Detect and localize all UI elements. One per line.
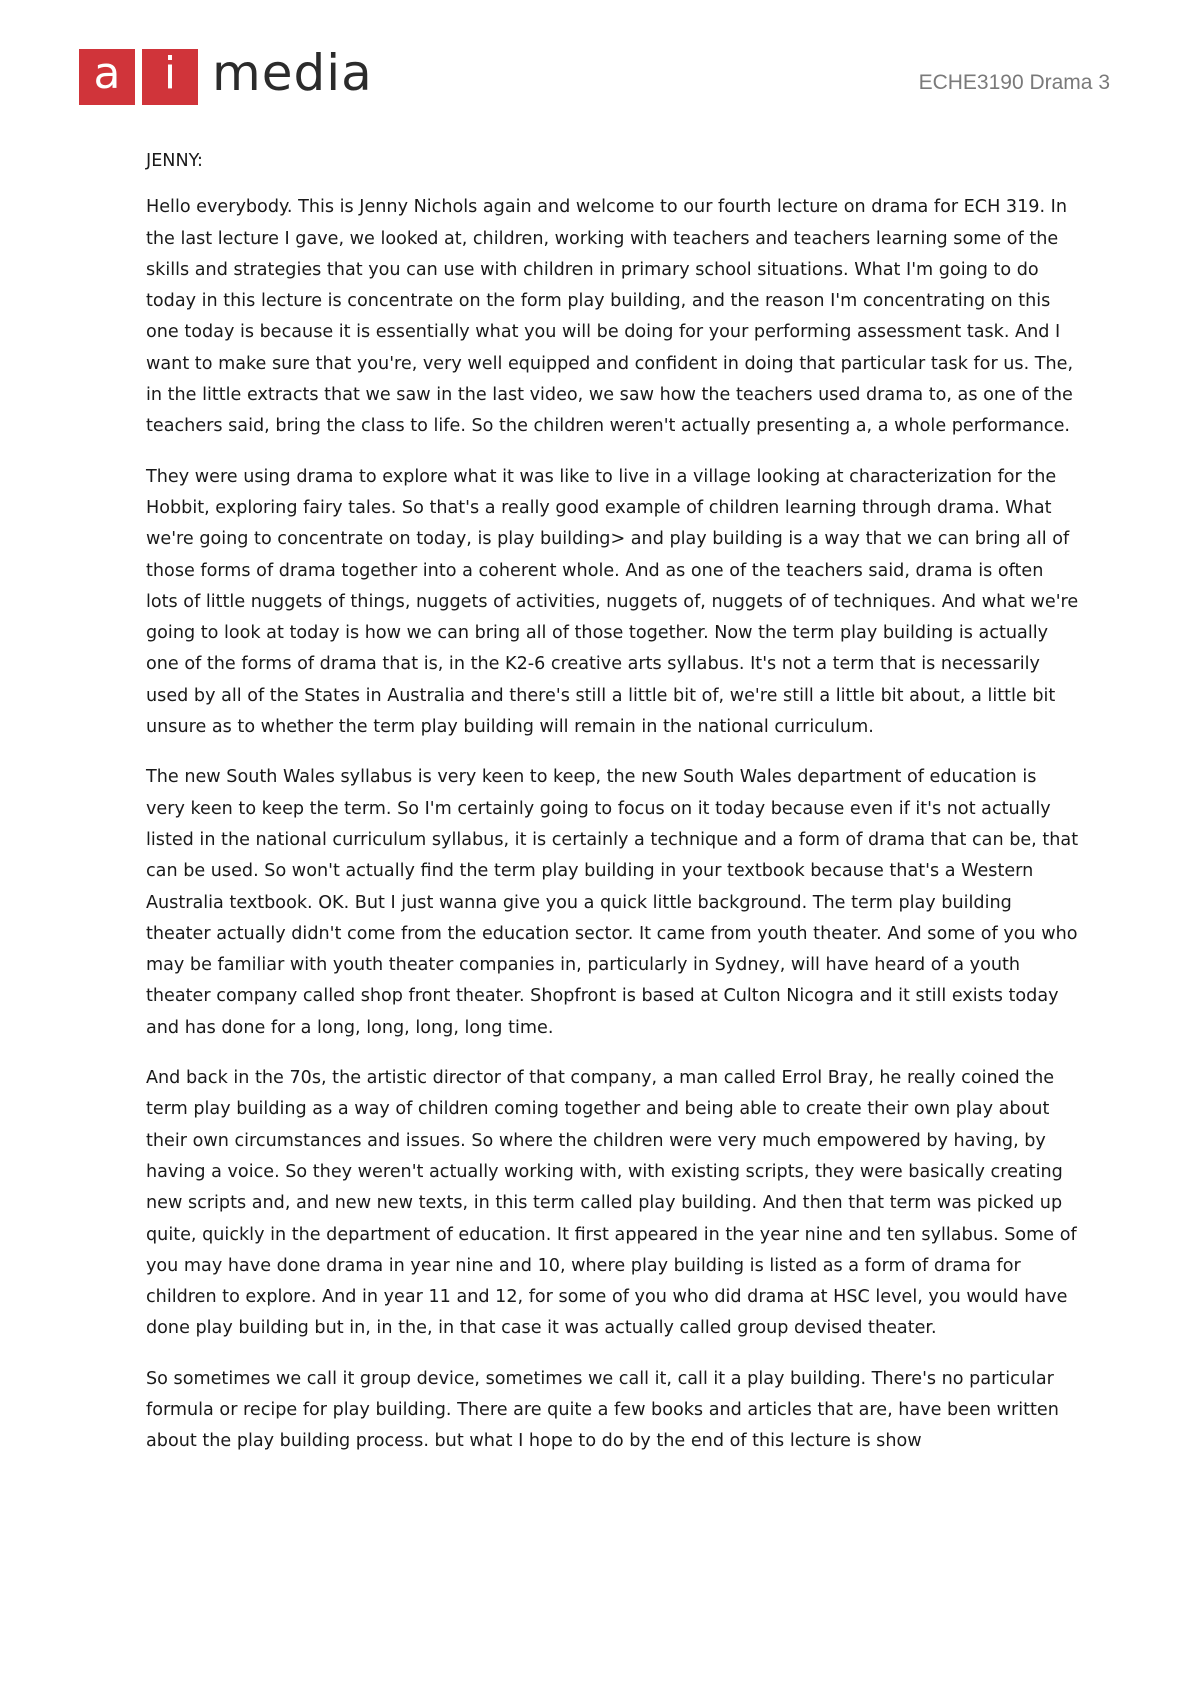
logo-letter-i: i	[142, 49, 198, 105]
speaker-label: JENNY:	[146, 151, 203, 171]
ai-media-logo	[79, 44, 373, 105]
transcript-paragraph: And back in the 70s, the artistic director of that company, a man called Errol Bray, he really coined the term play building as a way of children coming together and being able to create their own play about their own circumstances and issues. So where the children were very much empowered by having, by having a voice. So they weren't actually working with, with existing scripts, they were basically creating new scripts and, and new new texts, in this term called play building. And then that term was picked up quite, quickly in the department of education. It first appeared in the year nine and ten syllabus. Some of you may have done drama in year nine and 10, where play building is listed as a form of drama for children to explore. And in year 11 and 12, for some of you who did drama at HSC level, you would have done play building but in, in the, in that case it was actually called group devised theater.	[146, 1068, 1077, 1339]
transcript-paragraph: The new South Wales syllabus is very keen to keep, the new South Wales department of education is very keen to keep the term. So I'm certainly going to focus on it today because even if it's not actually listed in the national curriculum syllabus, it is certainly a technique and a form of drama that can be, that can be used. So won't actually find the term play building in your textbook because that's a Western Australia textbook. OK. But I just wanna give you a quick little background. The term play building theater actually didn't come from the education sector. It came from youth theater. And some of you who may be familiar with youth theater companies in, particularly in Sydney, will have heard of a youth theater company called shop front theater. Shopfront is based at Culton Nicogra and it still exists today and has done for a long, long, long, long time.	[146, 767, 1079, 1038]
transcript-paragraph: So sometimes we call it group device, sometimes we call it, call it a play building. There's no particular formula or recipe for play building. There are quite a few books and articles that are, have been written about the play building process. but what I hope to do by the end of this lecture is show	[146, 1368, 1059, 1452]
logo-letter-a: a	[79, 49, 135, 105]
document-code: ECHE3190 Drama 3	[918, 71, 1110, 94]
transcript-body	[146, 146, 1080, 1477]
page-header	[79, 44, 1119, 105]
transcript-paragraph: Hello everybody. This is Jenny Nichols again and welcome to our fourth lecture on drama for ECH 319. In the last lecture I gave, we looked at, children, working with teachers and teachers learning some of the skills and strategies that you can use with children in primary school situations. What I'm going to do today in this lecture is concentrate on the form play building, and the reason I'm concentrating on this one today is because it is essentially what you will be doing for your performing assessment task. And I want to make sure that you're, very well equipped and confident in doing that particular task for us. The, in the little extracts that we saw in the last video, we saw how the teachers used drama to, as one of the teachers said, bring the class to life. So the children weren't actually presenting a, a whole performance.	[146, 197, 1074, 437]
transcript-paragraph: They were using drama to explore what it was like to live in a village looking at characterization for the Hobbit, exploring fairy tales. So that's a really good example of children learning through drama. What we're going to concentrate on today, is play building> and play building is a way that we can bring all of those forms of drama together into a coherent whole. And as one of the teachers said, drama is often lots of little nuggets of things, nuggets of activities, nuggets of, nuggets of of techniques. And what we're going to look at today is how we can bring all of those together. Now the term play building is actually one of the forms of drama that is, in the K2-6 creative arts syllabus. It's not a term that is necessarily used by all of the States in Australia and there's still a little bit of, we're still a little bit about, a little bit unsure as to whether the term play building will remain in the national curriculum.	[146, 466, 1079, 738]
logo-wordmark: media	[212, 44, 373, 102]
